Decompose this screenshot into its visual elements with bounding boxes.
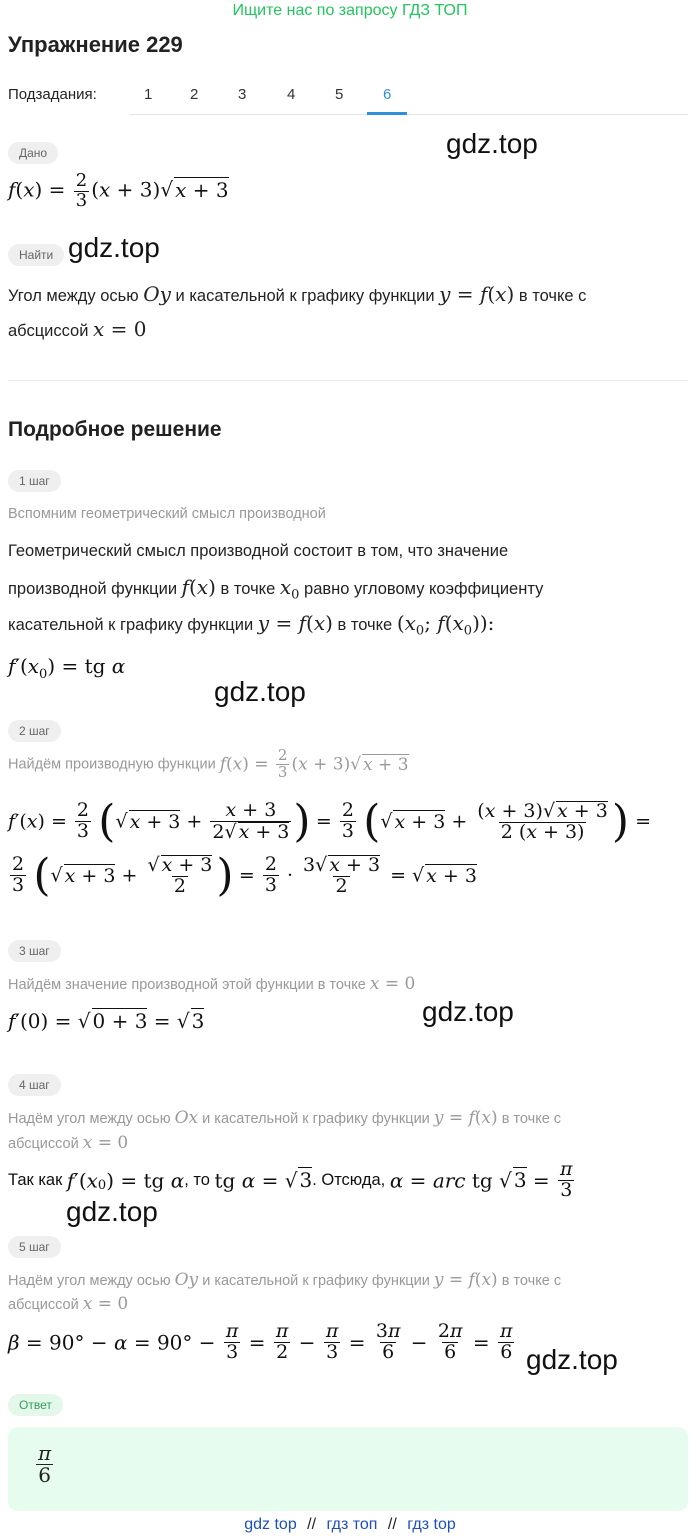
footer-separator: // [387, 1516, 397, 1533]
answer-box [8, 1427, 688, 1511]
watermark-5: gdz.top [66, 1196, 158, 1227]
tab-subtask-5[interactable]: 5 [335, 86, 344, 103]
step-5-hint-line2: абсциссой x = 0 [8, 1294, 129, 1314]
step-2-derivation-line2: $\frac{2}{3}$ (√ x + 3 + $\frac{√ x + 3}{2}$ ) = $\frac{2}{3}$ · $\frac{3√ x + 3}{2}$ = √ x + 3 [12, 850, 477, 901]
watermark-2: gdz.top [68, 232, 160, 263]
subtasks-divider [130, 114, 688, 115]
top-banner[interactable]: Ищите нас по запросу ГДЗ ТОП [232, 2, 468, 19]
step-1-line3: касательной к графику функции y = f(x) в точке ($x_0$; $f(x_0)$): [8, 611, 495, 639]
section-divider [8, 380, 688, 381]
footer-separator: // [307, 1516, 317, 1533]
tab-subtask-6[interactable]: 6 [383, 86, 392, 103]
step-4-hint-line1: Надём угол между осью Ox и касательной к графику функции y = f(x) в точке с [8, 1108, 562, 1128]
page-title: Упражнение 229 [8, 32, 183, 57]
watermark-3: gdz.top [214, 676, 306, 707]
watermark-4: gdz.top [422, 996, 514, 1027]
step-4-hint-line2: абсциссой x = 0 [8, 1133, 129, 1153]
tab-subtask-4[interactable]: 4 [287, 86, 296, 103]
find-text-line2: абсциссой x = 0 [8, 317, 147, 341]
step-3-hint: Найдём значение производной этой функции в точке x = 0 [8, 974, 416, 994]
watermark-6: gdz.top [526, 1344, 618, 1375]
tab-subtask-1[interactable]: 1 [144, 86, 153, 103]
step-4-text: Так как $f'(x_0)$ = tg α, то tg α = √ 3. Отсюда, α = arc tg √ 3 = $\frac{\pi}{3}$ [8, 1158, 573, 1201]
given-badge: Дано [8, 142, 58, 164]
step-4-badge: 4 шаг [8, 1074, 61, 1096]
footer-link-gdz-top-ru[interactable]: гдз топ [326, 1516, 378, 1533]
step-1-hint: Вспомним геометрический смысл производной [8, 506, 326, 522]
footer-link-gdz-top[interactable]: gdz top [244, 1516, 297, 1533]
step-1-formula: $f'(x_0)$ = tg α [8, 654, 126, 682]
step-5-formula: β = 90° − α = 90° − $\frac{\pi}{3}$ = $\frac{\pi}{2}$ − $\frac{\pi}{3}$ = $\frac{3\pi}{6}$ − $\frac{2\pi}{6}$ = $\frac{\pi}{6}$ [8, 1320, 513, 1363]
step-2-hint: Найдём производную функции f(x) = $\frac{2}{3}$ (x + 3)√ x + 3 [8, 746, 409, 781]
step-1-line2: производной функции f(x) в точке $x_0$ равно угловому коэффициенту [8, 575, 544, 603]
footer-link-gdz-top-mixed[interactable]: гдз top [407, 1516, 456, 1533]
tab-active-indicator [367, 112, 407, 115]
find-text-line1: Угол между осью Oy и касательной к графику функции y = f(x) в точке с [8, 282, 587, 306]
step-2-badge: 2 шаг [8, 720, 61, 742]
given-formula: f(x) = $\frac{2}{3}$ (x + 3)√ x + 3 [8, 170, 229, 211]
subtasks-label: Подзадания: [8, 86, 97, 103]
answer-badge: Ответ [8, 1394, 63, 1416]
step-3-formula: f′(0) = √ 0 + 3 = √ 3 [8, 1009, 205, 1033]
watermark-1: gdz.top [446, 128, 538, 159]
step-5-badge: 5 шаг [8, 1236, 61, 1258]
step-1-line1: Геометрический смысл производной состоит в том, что значение [8, 542, 509, 560]
step-2-derivation-line1: f′(x) = $\frac{2}{3}$ (√ x + 3 + $\frac{x + 3}{2√ x + 3}$ ) = $\frac{2}{3}$ (√ x + 3 + $\frac{(x + 3)√ x + 3}{2 (x + 3)}$ ) = [8, 796, 651, 847]
tab-subtask-3[interactable]: 3 [238, 86, 247, 103]
answer-value: $\frac{\pi}{6}$ [38, 1441, 52, 1487]
tab-subtask-2[interactable]: 2 [190, 86, 199, 103]
step-1-badge: 1 шаг [8, 470, 61, 492]
step-3-badge: 3 шаг [8, 940, 61, 962]
solution-title: Подробное решение [8, 418, 222, 441]
step-5-hint-line1: Надём угол между осью Oy и касательной к графику функции y = f(x) в точке с [8, 1270, 562, 1290]
footer-links [0, 1516, 700, 1534]
find-badge: Найти [8, 244, 64, 266]
